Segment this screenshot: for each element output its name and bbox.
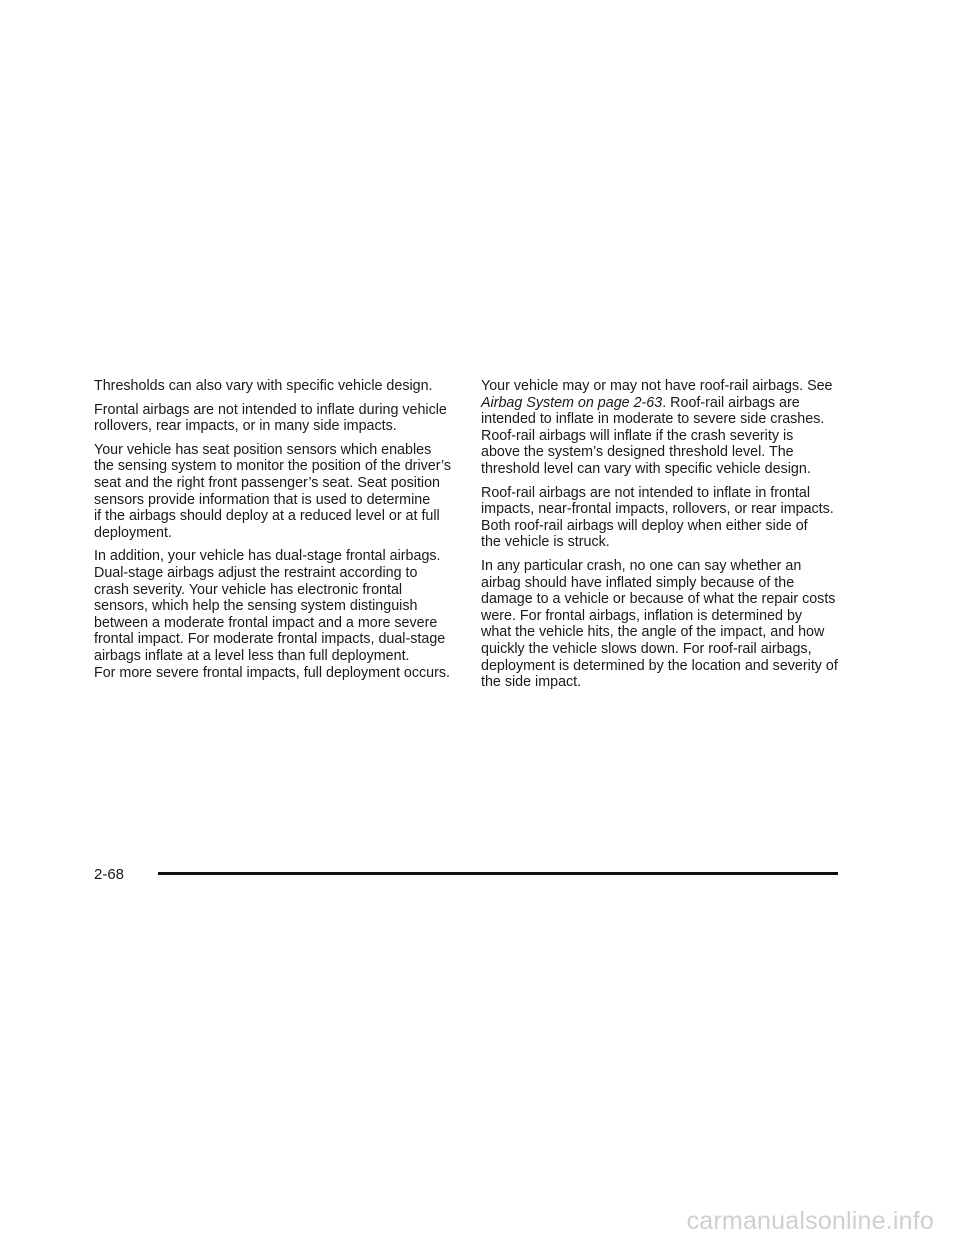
paragraph-seat-position-sensors: Your vehicle has seat position sensors which enables the sensing system to monitor the position of the driver’s seat and the right front passenger’s seat. Seat position sensors provide information that is used to determine if the airbags should deploy at a reduced level or at full deployment.: [94, 441, 452, 541]
airbag-system-cross-reference[interactable]: Airbag System on page 2-63: [481, 394, 663, 411]
paragraph-particular-crash: In any particular crash, no one can say whether an airbag should have inflated simply because of the damage to a vehicle or because of what the repair costs were. For frontal airbags, inflation is determined by what the vehicle hits, the angle of the impact, and how quickly the vehicle slows down. For roof-rail airbags, deployment is determined by the location and severity of the side impact.: [481, 557, 838, 691]
paragraph-frontal-airbags: Frontal airbags are not intended to inflate during vehicle rollovers, rear impacts, or in many side impacts.: [94, 401, 447, 435]
footer-divider: [158, 872, 838, 875]
page-footer: [94, 864, 838, 884]
right-text-column: [481, 378, 845, 698]
paragraph-text: . Roof-rail airbags are intended to inflate in moderate to severe side crashes. Roof-rail airbags will inflate if the crash severity is above the system’s designed threshold level. The threshold level can vary with specific vehicle design.: [481, 394, 825, 477]
paragraph-text: Your vehicle may or may not have roof-rail airbags. See: [481, 378, 833, 394]
site-watermark: carmanualsonline.info: [686, 1207, 934, 1235]
page-number: 2-68: [94, 866, 125, 883]
left-text-column: [94, 378, 458, 688]
paragraph-thresholds: Thresholds can also vary with specific vehicle design.: [94, 378, 433, 394]
paragraph-roof-rail-availability: [481, 378, 845, 478]
paragraph-dual-stage-airbags: In addition, your vehicle has dual-stage frontal airbags. Dual-stage airbags adjust the restraint according to crash severity. Your vehicle has electronic frontal sensors, which help the sensing system distinguish between a moderate frontal impact and a more severe frontal impact. For moderate frontal impacts, dual-stage airbags inflate at a level less than full deployment. For more severe frontal impacts, full deployment occurs.: [94, 548, 450, 681]
paragraph-roof-rail-not-frontal: Roof-rail airbags are not intended to inflate in frontal impacts, near-frontal impacts, rollovers, or rear impacts. Both roof-rail airbags will deploy when either side of the vehicle is struck.: [481, 484, 834, 551]
